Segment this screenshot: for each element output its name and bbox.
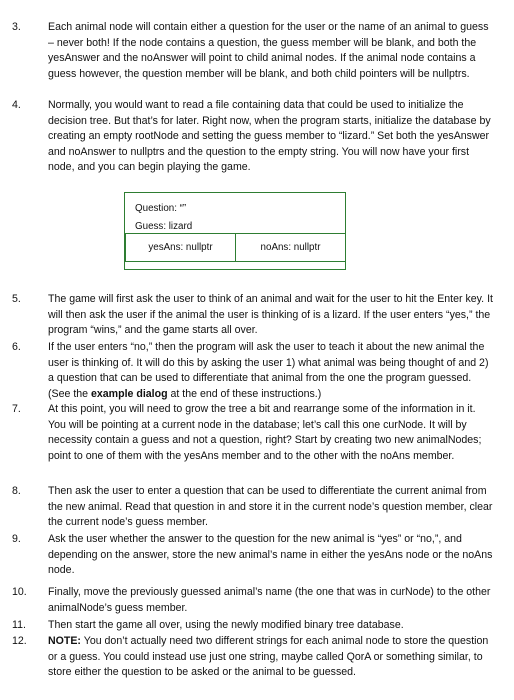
- note-label: NOTE:: [48, 635, 81, 647]
- item-number: 8.: [12, 485, 21, 497]
- item-number: 3.: [12, 21, 21, 33]
- root-node-diagram: [124, 192, 346, 270]
- item-text: Normally, you would want to read a file containing data that could be used to initialize the decision tree. But that’s for later. Right now, when the program starts, initialize the database by creating an empty rootNode and setting the guess member to “lizard.” Set both the yesAnswer and noAnswer to nullptrs and the question to the empty string. You will now have your first node, and you can begin playing the game.: [48, 99, 491, 174]
- yes-pointer-box: yesAns: nullptr: [125, 233, 236, 262]
- item-number: 4.: [12, 99, 21, 111]
- example-dialog-emphasis: example dialog: [91, 387, 168, 400]
- item-text: Finally, move the previously guessed animal’s name (the one that was in curNode) to the other animalNode’s guess member.: [48, 586, 491, 614]
- item-number: 5.: [12, 293, 21, 305]
- item-text: Then start the game all over, using the newly modified binary tree database.: [48, 619, 404, 631]
- item-number: 10.: [12, 586, 27, 598]
- item-text: Then ask the user to enter a question that can be used to differentiate the current animal from the new animal. Read that question in and store it in the current node’s question member, clear the current node’s guess member.: [48, 485, 493, 529]
- no-pointer-box: noAns: nullptr: [235, 233, 346, 262]
- item-text: NOTE: You don’t actually need two different strings for each animal node to store the question or a guess. You could instead use just one string, maybe called QorA or something similar, to store either the question to be asked or the animal to be guessed.: [48, 635, 489, 679]
- node-question-field: Question: “”: [135, 203, 187, 214]
- item-text: Each animal node will contain either a question for the user or the name of an animal to guess – never both! If the node contains a question, the guess member will be blank, and both the yesAnswer and the noAnswer will point to child animal nodes. If the animal node contains a guess however, the question member will be blank, and both child pointers will be nullptrs.: [48, 21, 489, 80]
- item-number: 6.: [12, 341, 21, 353]
- item-number: 7.: [12, 403, 21, 415]
- item-number: 12.: [12, 635, 27, 647]
- item-text: If the user enters “no,” then the program will ask the user to teach it about the new animal the user is thinking of. It will do this by asking the user 1) what animal was being thought of and 2) a question that can be used to differentiate that animal from the one the program guessed. (See the example dialog at the end of these instructions.): [48, 341, 489, 400]
- item-text: At this point, you will need to grow the tree a bit and rearrange some of the information in it. You will be pointing at a current node in the database; let’s call this one curNode. It will by necessity contain a guess and not a question, right? Start by creating two new animalNodes; point to one of them with the yesAns member and to the other with the noAns member.: [48, 403, 482, 462]
- item-number: 9.: [12, 533, 21, 545]
- item-text: The game will first ask the user to think of an animal and wait for the user to hit the Enter key. It will then ask the user if the animal the user is thinking of is a lizard. If the user enters “yes,” the program “wins,” and the game starts all over.: [48, 293, 493, 337]
- node-guess-field: Guess: lizard: [135, 221, 193, 232]
- item-text: Ask the user whether the answer to the question for the new animal is “yes” or “no,”, and depending on the answer, store the new animal’s name in either the yesAns node or the noAns node.: [48, 533, 493, 577]
- item-number: 11.: [12, 619, 26, 631]
